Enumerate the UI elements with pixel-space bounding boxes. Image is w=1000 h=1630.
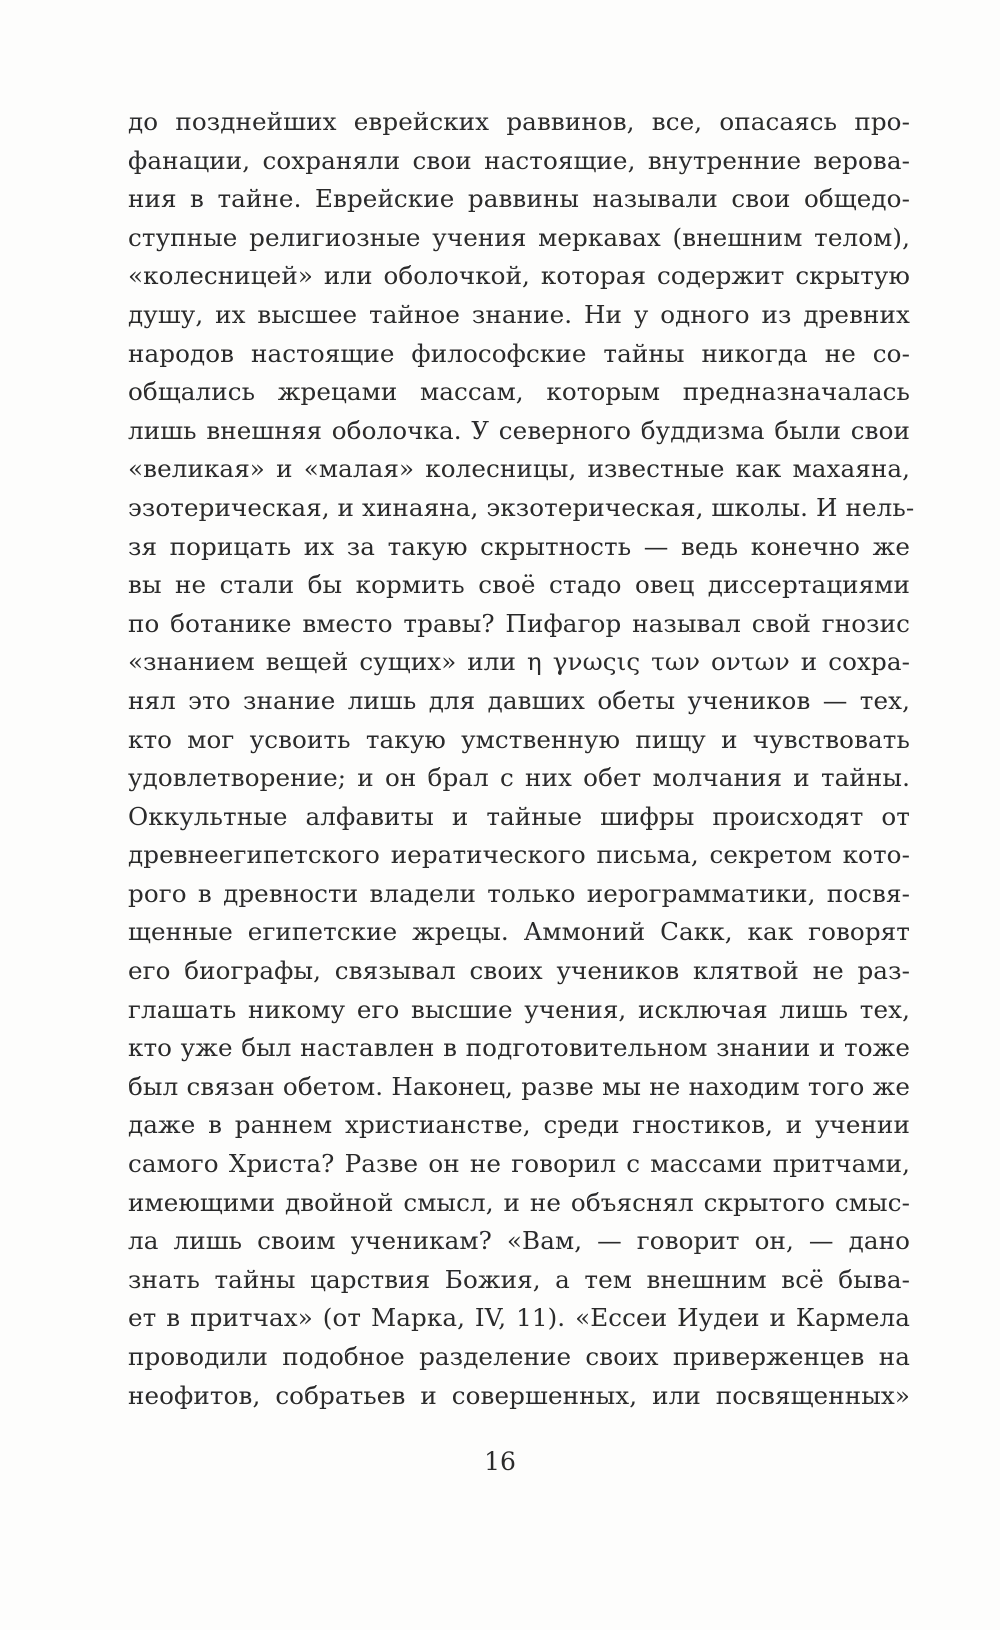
text-line-1: до позднейших еврейских раввинов, все, опасаясь про- bbox=[128, 107, 910, 136]
text-line-26: был связан обетом. Наконец, разве мы не находим того же bbox=[128, 1071, 910, 1101]
text-line-10: «великая» и «малая» колесницы, известные как махаяна, bbox=[128, 454, 910, 484]
text-line-13: вы не стали бы кормить своё стадо овец диссертациями bbox=[128, 570, 910, 600]
text-line-7: народов настоящие философские тайны никогда не со- bbox=[128, 338, 910, 368]
body-text bbox=[128, 103, 915, 1415]
text-line-30: ла лишь своим ученикам? «Вам, — говорит он, — дано bbox=[128, 1226, 910, 1256]
text-line-15: «знанием вещей сущих» или η γνωςις των οντων и сохра- bbox=[128, 647, 910, 677]
text-line-4: ступные религиозные учения меркавах (внешним телом), bbox=[128, 222, 910, 252]
text-line-34: неофитов, собратьев и совершенных, или посвященных» bbox=[128, 1380, 910, 1410]
text-line-23: его биографы, связывал своих учеников клятвой не раз- bbox=[128, 956, 910, 986]
text-line-2: фанации, сохраняли свои настоящие, внутренние верова- bbox=[128, 145, 910, 175]
text-line-24: глашать никому его высшие учения, исключая лишь тех, bbox=[128, 994, 910, 1024]
text-line-29: имеющими двойной смысл, и не объяснял скрытого смыс- bbox=[128, 1187, 910, 1217]
page-number: 16 bbox=[484, 1447, 516, 1476]
text-line-16: нял это знание лишь для давших обеты учеников — тех, bbox=[128, 685, 910, 715]
text-line-33: проводили подобное разделение своих приверженцев на bbox=[128, 1342, 910, 1371]
text-line-5: «колесницей» или оболочкой, которая содержит скрытую bbox=[128, 261, 910, 291]
text-line-32: ет в притчах» (от Марка, IV, 11). «Ессеи Иудеи и Кармела bbox=[128, 1303, 910, 1333]
text-line-14: по ботанике вместо травы? Пифагор называл свой гнозис bbox=[128, 608, 910, 638]
text-line-22: щенные египетские жрецы. Аммоний Сакк, как говорят bbox=[128, 917, 910, 947]
text-line-11: эзотерическая, и хинаяна, экзотерическая, школы. И нель- bbox=[128, 492, 915, 522]
text-line-28: самого Христа? Разве он не говорил с массами притчами, bbox=[128, 1149, 910, 1179]
text-line-27: даже в раннем христианстве, среди гностиков, и учении bbox=[128, 1110, 910, 1140]
text-line-21: рого в древности владели только иерограмматики, посвя- bbox=[128, 878, 910, 908]
text-line-18: удовлетворение; и он брал с них обет молчания и тайны. bbox=[128, 763, 910, 793]
text-line-3: ния в тайне. Еврейские раввины называли свои общедо- bbox=[128, 184, 910, 214]
text-line-17: кто мог усвоить такую умственную пищу и чувствовать bbox=[128, 724, 910, 754]
text-line-20: древнеегипетского иератического письма, секретом кото- bbox=[128, 840, 910, 870]
text-line-6: душу, их высшее тайное знание. Ни у одного из древних bbox=[128, 299, 910, 329]
text-line-19: Оккультные алфавиты и тайные шифры происходят от bbox=[128, 801, 910, 831]
text-line-8: общались жрецами массам, которым предназначалась bbox=[128, 377, 910, 407]
text-line-9: лишь внешняя оболочка. У северного буддизма были свои bbox=[128, 415, 910, 445]
text-line-25: кто уже был наставлен в подготовительном знании и тоже bbox=[128, 1033, 910, 1063]
text-line-31: знать тайны царствия Божия, а тем внешним всё быва- bbox=[128, 1264, 910, 1294]
text-line-12: зя порицать их за такую скрытность — ведь конечно же bbox=[128, 531, 910, 561]
